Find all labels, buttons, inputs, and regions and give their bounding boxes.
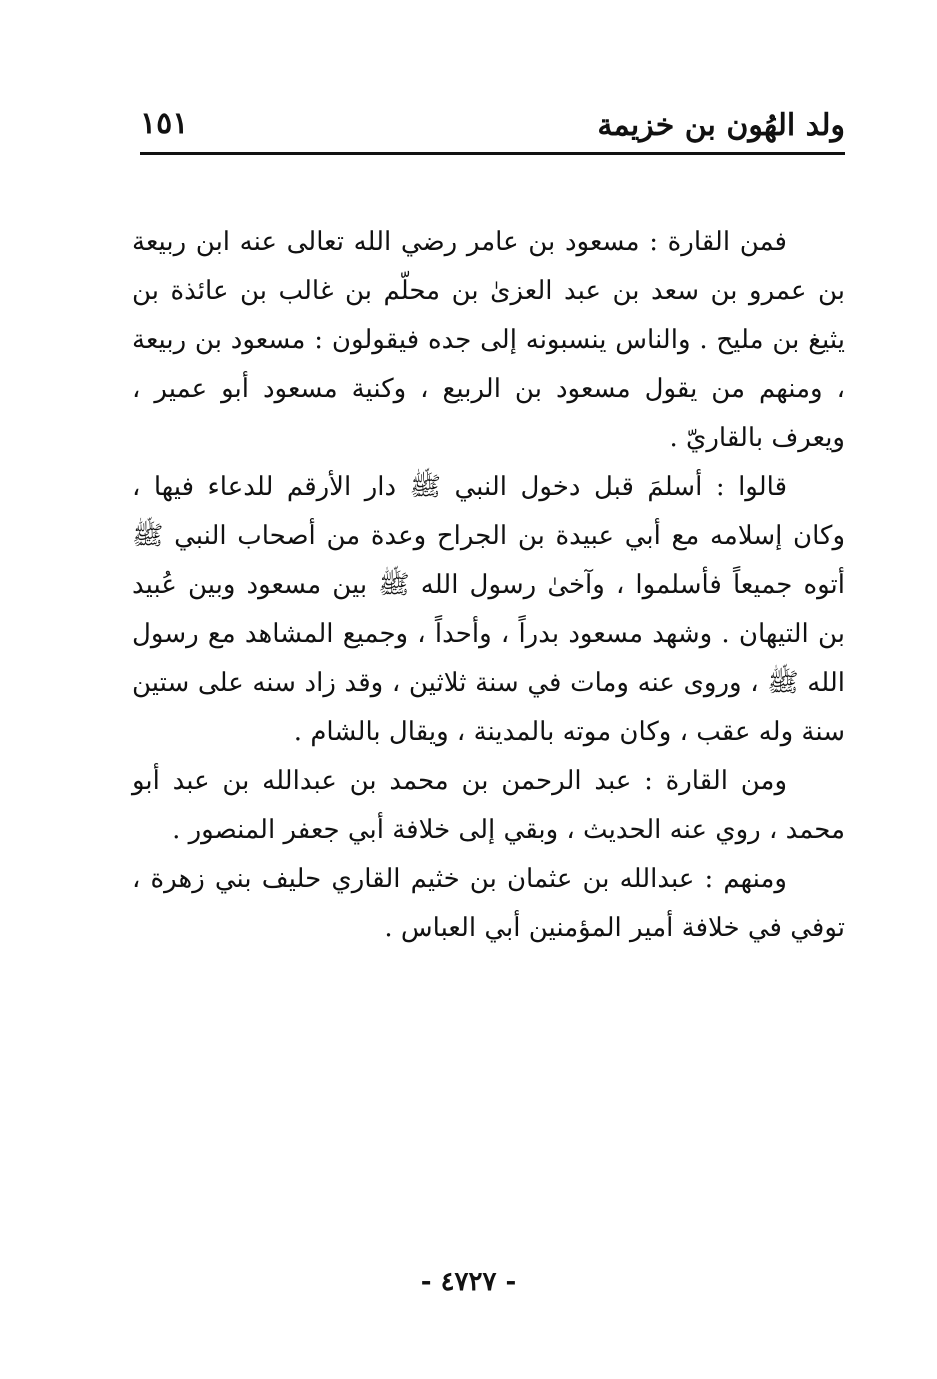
paragraph-4: ومنهم : عبدالله بن عثمان بن خثيم القاري حليف بني زهرة ، توفي في خلافة أمير المؤمنين أبي العباس . [132, 864, 845, 943]
paragraph-2: قالوا : أسلمَ قبل دخول النبي ﷺ دار الأرقم للدعاء فيها ، وكان إسلامه مع أبي عبيدة بن الجراح وعدة من أصحاب النبي ﷺ أتوه جميعاً فأسلموا ، وآخىٰ رسول الله ﷺ بين مسعود وبين عُبيد بن التيهان . وشهد مسعود بدراً ، وأحداً ، وجميع المشاهد مع رسول الله ﷺ ، وروى عنه ومات في سنة ثلاثين ، وقد زاد سنه على ستين سنة وله عقب ، وكان موته بالمدينة ، ويقال بالشام . [132, 472, 845, 747]
running-header [140, 92, 845, 152]
header-rule [140, 152, 845, 155]
paragraph-1: فمن القارة : مسعود بن عامر رضي الله تعالى عنه ابن ربيعة بن عمرو بن سعد بن عبد العزىٰ بن محلّم بن غالب بن عائذة بن يثيغ بن مليح . والناس ينسبونه إلى جده فيقولون : مسعود بن ربيعة ، ومنهم من يقول مسعود بن الربيع ، وكنية مسعود أبو عمير ، ويعرف بالقاريّ . [132, 227, 845, 453]
main-text [132, 218, 845, 953]
header-title: ولد الهُون بن خزيمة [597, 108, 845, 143]
header-page-number: ١٥١ [140, 106, 189, 141]
paragraph-3: ومن القارة : عبد الرحمن بن محمد بن عبدالله بن عبد أبو محمد ، روي عنه الحديث ، وبقي إلى خلافة أبي جعفر المنصور . [132, 766, 845, 845]
footer-page-number: - ٤٧٢٧ - [420, 1267, 517, 1297]
